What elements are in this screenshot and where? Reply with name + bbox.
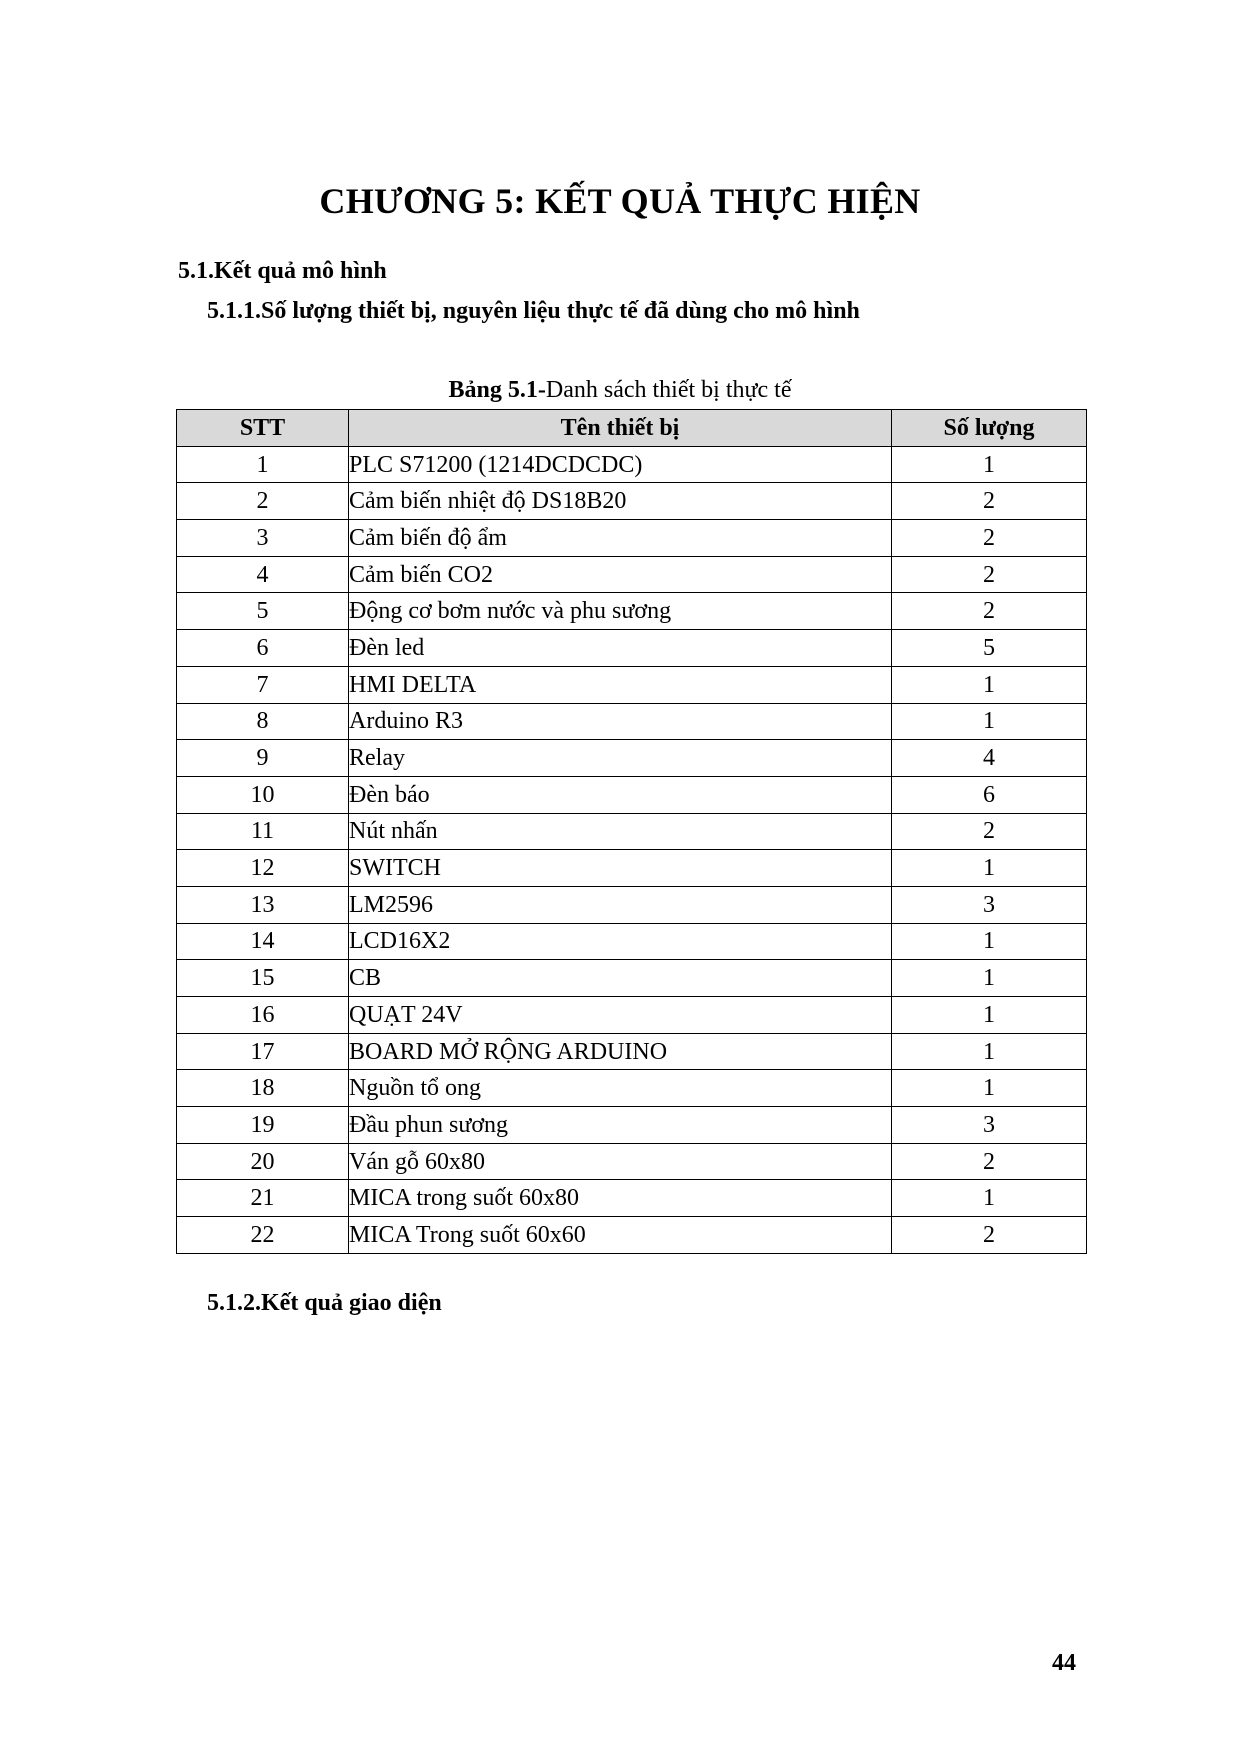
row-stt: 5 bbox=[177, 593, 349, 630]
row-stt: 12 bbox=[177, 850, 349, 887]
row-device-name: LM2596 bbox=[349, 886, 892, 923]
row-stt: 18 bbox=[177, 1070, 349, 1107]
row-quantity: 2 bbox=[892, 1143, 1087, 1180]
row-quantity: 1 bbox=[892, 1180, 1087, 1217]
row-device-name: Cảm biến nhiệt độ DS18B20 bbox=[349, 483, 892, 520]
row-quantity: 1 bbox=[892, 850, 1087, 887]
table-row bbox=[177, 923, 1087, 960]
row-quantity: 1 bbox=[892, 997, 1087, 1034]
row-device-name: Đầu phun sương bbox=[349, 1107, 892, 1144]
equipment-table bbox=[176, 409, 1087, 1254]
row-device-name: QUẠT 24V bbox=[349, 997, 892, 1034]
row-device-name: Cảm biến độ ẩm bbox=[349, 520, 892, 557]
row-device-name: MICA Trong suốt 60x60 bbox=[349, 1217, 892, 1254]
row-stt: 8 bbox=[177, 703, 349, 740]
row-stt: 3 bbox=[177, 520, 349, 557]
table-row bbox=[177, 446, 1087, 483]
table-row bbox=[177, 997, 1087, 1034]
row-device-name: Arduino R3 bbox=[349, 703, 892, 740]
header-device-name: Tên thiết bị bbox=[349, 410, 892, 447]
row-quantity: 2 bbox=[892, 593, 1087, 630]
table-header-row bbox=[177, 410, 1087, 447]
table-row bbox=[177, 1107, 1087, 1144]
row-device-name: Đèn báo bbox=[349, 776, 892, 813]
row-stt: 2 bbox=[177, 483, 349, 520]
row-stt: 7 bbox=[177, 666, 349, 703]
row-quantity: 3 bbox=[892, 886, 1087, 923]
row-stt: 9 bbox=[177, 740, 349, 777]
row-stt: 6 bbox=[177, 630, 349, 667]
table-row bbox=[177, 813, 1087, 850]
table-body bbox=[177, 446, 1087, 1253]
row-stt: 11 bbox=[177, 813, 349, 850]
row-device-name: BOARD MỞ RỘNG ARDUINO bbox=[349, 1033, 892, 1070]
table-row bbox=[177, 520, 1087, 557]
row-stt: 15 bbox=[177, 960, 349, 997]
row-device-name: LCD16X2 bbox=[349, 923, 892, 960]
row-quantity: 2 bbox=[892, 1217, 1087, 1254]
table-row bbox=[177, 666, 1087, 703]
row-stt: 21 bbox=[177, 1180, 349, 1217]
row-quantity: 3 bbox=[892, 1107, 1087, 1144]
row-quantity: 1 bbox=[892, 960, 1087, 997]
row-device-name: CB bbox=[349, 960, 892, 997]
row-stt: 17 bbox=[177, 1033, 349, 1070]
section-heading: 5.1.Kết quả mô hình bbox=[178, 258, 387, 284]
page-number: 44 bbox=[1052, 1650, 1076, 1676]
row-stt: 14 bbox=[177, 923, 349, 960]
row-quantity: 2 bbox=[892, 520, 1087, 557]
row-quantity: 5 bbox=[892, 630, 1087, 667]
table-caption-label: Bảng 5.1- bbox=[448, 377, 546, 403]
row-stt: 16 bbox=[177, 997, 349, 1034]
row-quantity: 2 bbox=[892, 813, 1087, 850]
table-row bbox=[177, 960, 1087, 997]
row-stt: 10 bbox=[177, 776, 349, 813]
row-quantity: 1 bbox=[892, 703, 1087, 740]
table-caption-text: Danh sách thiết bị thực tế bbox=[545, 377, 792, 403]
row-stt: 22 bbox=[177, 1217, 349, 1254]
row-device-name: Cảm biến CO2 bbox=[349, 556, 892, 593]
table-row bbox=[177, 593, 1087, 630]
row-device-name: MICA trong suốt 60x80 bbox=[349, 1180, 892, 1217]
row-quantity: 2 bbox=[892, 556, 1087, 593]
row-device-name: Động cơ bơm nước và phu sương bbox=[349, 593, 892, 630]
row-quantity: 2 bbox=[892, 483, 1087, 520]
table-row bbox=[177, 703, 1087, 740]
row-device-name: HMI DELTA bbox=[349, 666, 892, 703]
table-row bbox=[177, 630, 1087, 667]
row-stt: 19 bbox=[177, 1107, 349, 1144]
row-quantity: 1 bbox=[892, 446, 1087, 483]
header-stt: STT bbox=[177, 410, 349, 447]
subsection-heading-equipment: 5.1.1.Số lượng thiết bị, nguyên liệu thực tế đã dùng cho mô hình bbox=[207, 298, 860, 324]
table-row bbox=[177, 556, 1087, 593]
chapter-title: CHƯƠNG 5: KẾT QUẢ THỰC HIỆN bbox=[319, 181, 921, 221]
row-quantity: 4 bbox=[892, 740, 1087, 777]
table-row bbox=[177, 1070, 1087, 1107]
table-row bbox=[177, 1217, 1087, 1254]
row-device-name: PLC S71200 (1214DCDCDC) bbox=[349, 446, 892, 483]
table-row bbox=[177, 886, 1087, 923]
row-stt: 20 bbox=[177, 1143, 349, 1180]
table-row bbox=[177, 850, 1087, 887]
header-quantity: Số lượng bbox=[892, 410, 1087, 447]
table-row bbox=[177, 776, 1087, 813]
row-device-name: Relay bbox=[349, 740, 892, 777]
row-quantity: 1 bbox=[892, 1070, 1087, 1107]
row-device-name: Đèn led bbox=[349, 630, 892, 667]
table-row bbox=[177, 1033, 1087, 1070]
row-device-name: Ván gỗ 60x80 bbox=[349, 1143, 892, 1180]
row-quantity: 1 bbox=[892, 666, 1087, 703]
table-row bbox=[177, 1180, 1087, 1217]
table-row bbox=[177, 1143, 1087, 1180]
row-device-name: SWITCH bbox=[349, 850, 892, 887]
table-row bbox=[177, 740, 1087, 777]
row-quantity: 1 bbox=[892, 923, 1087, 960]
subsection-heading-interface: 5.1.2.Kết quả giao diện bbox=[207, 1290, 442, 1316]
table-row bbox=[177, 483, 1087, 520]
row-quantity: 1 bbox=[892, 1033, 1087, 1070]
row-stt: 4 bbox=[177, 556, 349, 593]
table-caption bbox=[0, 377, 1240, 404]
row-device-name: Nút nhấn bbox=[349, 813, 892, 850]
row-stt: 1 bbox=[177, 446, 349, 483]
row-device-name: Nguồn tổ ong bbox=[349, 1070, 892, 1107]
row-quantity: 6 bbox=[892, 776, 1087, 813]
row-stt: 13 bbox=[177, 886, 349, 923]
